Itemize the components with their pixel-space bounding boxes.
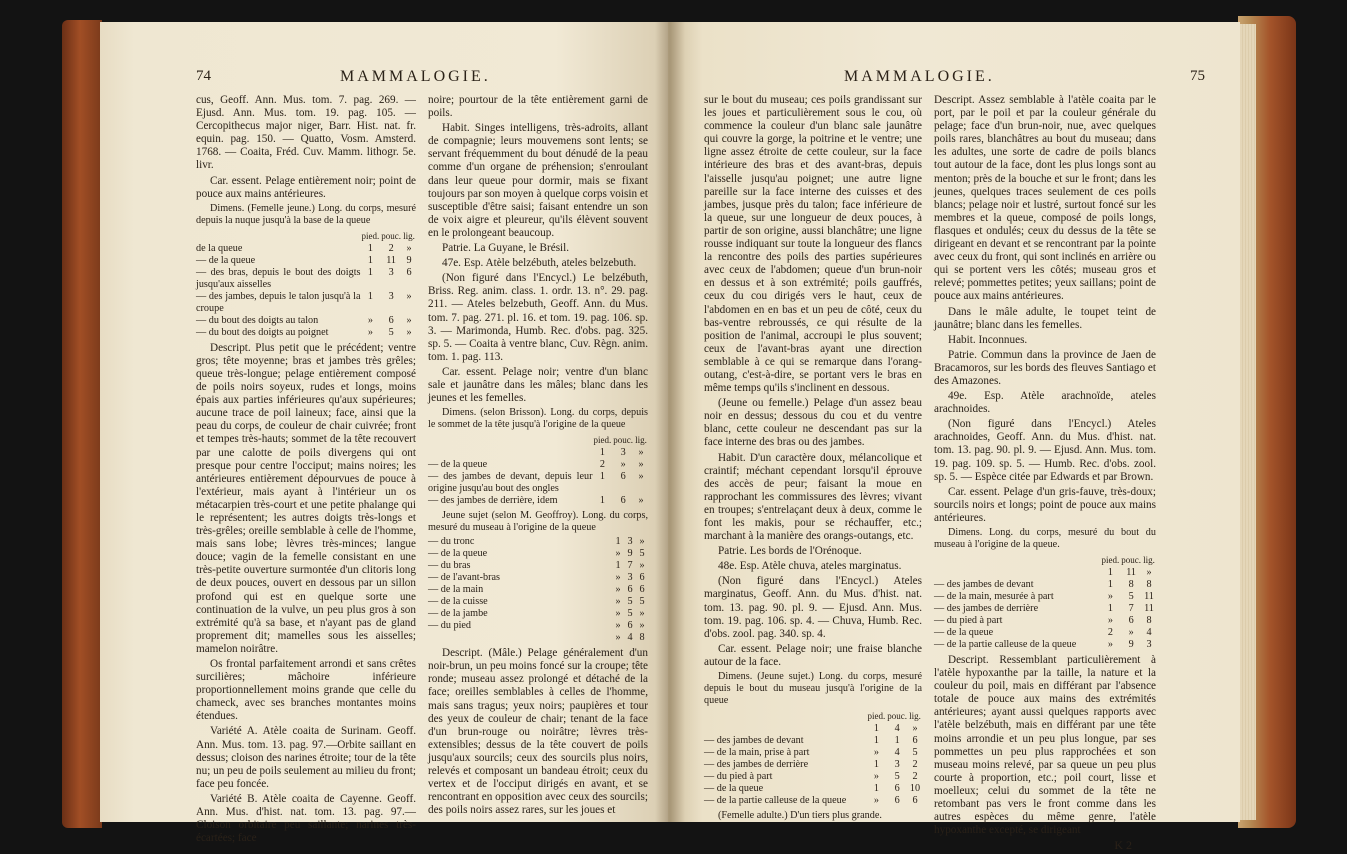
paragraph: Variété A. Atèle coaita de Surinam. Geoff. Ann. Mus. tom. 13. pag. 97.—Orbite saillant en dessus; cloison des narines étroite; tour de la tête nu; un peu de poils seulement au milieu du front; face peu foncée.: [196, 725, 416, 790]
paragraph: Descript. Plus petit que le précédent; ventre gros; tête moyenne; bras et jambes très grêles; queue très-longue; pelage entièrement composé de poils noirs soyeux, rudes et longs, moins épais aux parties inférieures qu'aux supérieures; aucune trace de poil laineux; face, ainsi que la peau du corps, de couleur de chair cuivrée; front et tempes très-hauts; sommet de la tête recouvert par une calotte de poils divergens qui ont presque pour centre l'occiput; mains noires; les antérieures entièrement dépourvues de pouce à l'extérieur, mais ayant à l'intérieur un os métacarpien très-court et une petite phalange qui le représentent; les autres doigts très-longs et très-grêles; oreille semblable à celle de l'homme, mais sans lobe; lèvres très-minces; langue douce; vagin de la femelle consistant en une très-petite ouverture surmontée d'un clitoris long de deux pouces, ouvert en dessous par un sillon profond qui est en quelque sorte une continuation de la vulve, un peu plus gros à son extrémité qu'à sa base, et n'ayant pas de gland proprement dit; mamelles sous les aisselles; mamelon noirâtre.: [196, 341, 416, 655]
species-heading: 49e. Esp. Atèle arachnoïde, ateles arachnoides.: [934, 390, 1156, 416]
table-row: — de la queue 2 » 4: [934, 627, 1152, 638]
dimensions-intro: Jeune sujet (selon M. Geoffroy). Long. du corps, mesuré du museau à l'origine de la queue: [428, 510, 648, 534]
paragraph: Dans le mâle adulte, le toupet teint de jaunâtre; blanc dans les femelles.: [934, 305, 1156, 331]
table-row: — de la main, prise à part » 4 5: [704, 747, 918, 759]
measurements-table: [428, 433, 648, 507]
paragraph: Habit. Inconnues.: [948, 333, 1028, 346]
table-header: pied. pouc. lig.: [1101, 555, 1155, 565]
table-row: — du pied à part » 5 2: [704, 771, 918, 783]
paragraph: Descript. Ressemblant particulièrement à l'atèle hypoxanthe par la taille, la nature et la couleur du poil, mais en différant par l'absence totale de pouce aux mains des extrémités antérieures; ayant aussi quelques rapports avec l'atèle belzébuth, mais en différant par une tête moins arrondie et un peu plus longue, par ses pommettes un peu plus rapprochées et son museau moins relevé, par sa queue un peu plus courte à proportion, etc.; poil court, lisse et moelleux; celui du sommet de la tête ne retombant pas vers le front comme dans les autres espèces du même genre, l'atèle hypoxanthe excepté, se dirigeant: [934, 654, 1156, 837]
paragraph: Patrie. Les bords de l'Orénoque.: [718, 545, 862, 558]
paragraph: cus, Geoff. Ann. Mus. tom. 7. pag. 269. — Ejusd. Ann. Mus. tom. 19. pag. 105. — Cercopithecus major niger, Barr. Hist. nat. fr. equin. pag. 150. — Quatto, Vosm. Amsterd. 1768. — Coaita, Fréd. Cuv. Mamm. lithogr. 5e. livr.: [196, 94, 416, 172]
right-page-column-1: [704, 94, 922, 824]
measurements-table: [704, 709, 922, 807]
table-row: — du bout des doigts au poignet » 5 »: [196, 326, 412, 338]
table-row: » 4 8: [615, 632, 645, 644]
table-row: — de la cuisse » 5 5: [428, 596, 645, 608]
table-row: — de la queue 1 6 10: [704, 783, 921, 795]
table-header: pied. pouc. lig.: [867, 711, 921, 722]
signature-mark: K 2: [1114, 838, 1132, 853]
paragraph: Os frontal parfaitement arrondi et sans crêtes surcilières; mâchoire inférieure proportionnellement moins grande que celle du chameck, avec ses branches montantes moins étendues.: [196, 658, 416, 723]
paragraph: Car. essent. Pelage noir; ventre d'un blanc sale et jaunâtre dans les mâles; blanc dans les jeunes et les femelles.: [428, 365, 648, 405]
paragraph: Patrie. La Guyane, le Brésil.: [442, 242, 570, 255]
dimensions-intro: Dimens. (Femelle jeune.) Long. du corps, mesuré depuis la nuque jusqu'à la base de la queue: [196, 202, 416, 226]
paragraph: Patrie. Commun dans la province de Jaen de Bracamoros, sur les bords des fleuves Santiago et des Amazones.: [934, 348, 1156, 387]
paragraph: (Femelle adulte.) D'un tiers plus grande.: [718, 810, 882, 822]
table-row: — de la partie calleuse de la queue » 6 6: [704, 795, 918, 807]
measurements-table: [934, 553, 1156, 651]
dimensions-intro: Dimens. (selon Brisson). Long. du corps, depuis le sommet de la tête jusqu'à l'origine de la queue: [428, 407, 648, 431]
table-row: — des jambes, depuis le talon jusqu'à la croupe 1 3 »: [196, 290, 412, 314]
paragraph: (Non figuré dans l'Encycl.) Ateles marginatus, Geoff. Ann. du Mus. d'hist. nat. tom. 13. pag. 90. pl. 9. — Ejusd. Ann. Mus. tom. 19. pag. 106. sp. 4. — Chuva, Humb. Rec. d'obs. zool. pag. 340. sp. 4.: [704, 575, 922, 640]
paragraph: Car. essent. Pelage entièrement noir; point de pouce aux mains antérieures.: [196, 174, 416, 200]
dimensions-intro: Dimens. Long. du corps, mesuré du bout du museau à l'origine de la queue.: [934, 527, 1156, 550]
table-row: — du bras 1 7 »: [428, 560, 645, 572]
species-heading: 47e. Esp. Atèle belzébuth, ateles belzebuth.: [442, 257, 637, 270]
paragraph: Car. essent. Pelage d'un gris-fauve, très-doux; sourcils noirs et longs; point de pouce aux mains antérieures.: [934, 485, 1156, 524]
left-page-column-1: [196, 94, 416, 847]
table-row: 1 3 »: [599, 447, 644, 459]
measurements-table: [196, 229, 416, 339]
table-row: — de la main, mesurée à part » 5 11: [934, 591, 1154, 602]
table-row: — des jambes de derrière 1 3 2: [704, 759, 918, 771]
right-page: [668, 22, 1240, 853]
table-row: — des jambes de devant 1 8 8: [934, 579, 1152, 590]
paragraph: (Non figuré dans l'Encycl.) Le belzébuth, Briss. Reg. anim. class. 1. ordr. 13. n°. 29. pag. 211. — Ateles belzebuth, Geoff. Ann. du Mus. tom. 7. pag. 271. pl. 16. et tom. 19. pag. 106. sp. 3. — Marimonda, Humb. Rec. d'obs. pag. 325. sp. 5. — Coaita à ventre blanc, Cuv. Règn. anim. tom. 1. pag. 113.: [428, 272, 648, 363]
table-row: — de l'avant-bras » 3 6: [428, 572, 645, 584]
right-page-column-2: [934, 94, 1156, 854]
table-row: — des jambes de devant 1 1 6: [704, 735, 918, 747]
paragraph: Habit. D'un caractère doux, mélancolique et craintif; méchant cependant lorsqu'il éprouve des accès de peur; faisant la moue en rapprochant les commissures des lèvres; vivant en troupes; s'entrelaçant deux à deux, comme le font les makis, pour se réchauffer, etc.; marchant à la manière des orangs-outangs, etc.: [704, 451, 922, 543]
table-row: — des jambes de derrière, idem 1 6 »: [428, 495, 644, 507]
table-row: — de la queue 1 11 9: [196, 254, 412, 266]
measurements-table: [428, 536, 648, 644]
table-row: — des jambes de devant, depuis leur origine jusqu'au bout des ongles 1 6 »: [428, 471, 644, 495]
table-row: — du pied » 6 »: [428, 620, 645, 632]
paragraph: Variété B. Atèle coaita de Cayenne. Geoff. Ann. Mus. d'hist. nat. tom. 13. pag. 97.—Cloison orbitaire peu saillante; narines très-écartées; face: [196, 792, 416, 845]
page-number: 74: [196, 68, 211, 84]
table-row: de la queue 1 2 »: [196, 242, 412, 254]
table-row: — du pied à part » 6 8: [934, 615, 1152, 626]
table-row: 1 4 »: [873, 723, 918, 735]
table-row: — de la partie calleuse de la queue » 9 3: [934, 639, 1152, 650]
book-gutter: [655, 22, 685, 822]
table-row: — des jambes de derrière 1 7 11: [934, 603, 1154, 614]
species-heading: 48e. Esp. Atèle chuva, ateles marginatus.: [718, 560, 902, 573]
paragraph: sur le bout du museau; ces poils grandissant sur les joues et particulièrement sous le cou, où commence la couleur d'un blanc sale jaunâtre qui couvre la gorge, la poitrine et le ventre; une ligne assez étroite de cette couleur, sur la face intérieure des bras et des avant-bras, depuis l'aisselle jusqu'au poignet; une autre ligne pareille sur la face interne des cuisses et des jambes, jusque près du talon; face inférieure de la queue, sur une longueur de deux pouces, à partir de son origine, aussi blanchâtre; une ligne rousse indiquant sur toute la longueur des flancs la rencontre des poils des parties supérieures avec ceux de l'abdomen; queue d'un brun-noir en dessus et à son extrémité; poils gauffrés, ceux du cou dirigés vers le haut, ceux de l'abdomen en en bas et un peu de côté, ceux du bas-ventre rebroussés, ce qui résulte de la position de l'animal, accroupi le plus souvent; ceux de l'avant-bras ayant une direction semblable à ce qui se remarque dans l'orang-outang, c'est-à-dire, se portant vers le bras en même temps qu'ils s'inclinent en dessous.: [704, 94, 922, 395]
paragraph: Descript. (Mâle.) Pelage généralement d'un noir-brun, un peu moins foncé sur la croupe; tête ronde; museau assez prolongé et détaché de la face; oreilles semblables à celles de l'homme, mais sans tragus; yeux noirs; paupières et tour des yeux de couleur de chair; tenant de la face d'un brun-rouge ou noirâtre; lèvres très-extensibles; dessus de la tête couvert de poils jusqu'aux sourcils; ceux des sourcils plus noirs, relevés et composant un bandeau étroit; ceux du vertex et de l'occiput dirigés en avant, et se rencontrant en opposition avec ceux des sourcils; des poils noirs assez rares, sur les joues et: [428, 647, 648, 817]
table-row: — des bras, depuis le bout des doigts jusqu'aux aisselles 1 3 6: [196, 266, 412, 290]
paragraph: Habit. Singes intelligens, très-adroits, allant de compagnie; leurs mouvemens sont lents; se servant fréquemment du bout dénudé de la peau comme d'un organe de préhension; s'enroulant dans leur queue pour dormir, mais se fixant toujours par son moyen à quelque corps voisin et susceptible d'être saisi; faisant entendre un son de voix aigre et pleureur, qu'ils élèvent souvent en le prolongeant beaucoup.: [428, 122, 648, 239]
paragraph: Descript. Assez semblable à l'atèle coaita par le port, par le poil et par la couleur générale du pelage; face d'un brun-noir, nue, avec quelques poils rares, blanchâtres au bout du museau; dans les adultes, une sorte de cadre de poils blancs tout autour de la face, dont les plus longs sont au menton; près de la bouche et sur le front; dans les jeunes, quelques traces seulement de ces poils blancs; pelage noir et lustré, surtout foncé sur les membres et la queue, composé de poils longs, flasques et ondulés; ceux du dessus de la tête se dirigeant en devant et se rencontrant par la pointe avec ceux du front, qui sont inclinés en arrière ou qui se portent vers les côtés; museau gros et relevé; pommettes petites; yeux saillans; point de pouce aux mains antérieures.: [934, 94, 1156, 303]
table-row: — du bout des doigts au talon » 6 »: [196, 314, 412, 326]
table-header: pied. pouc. lig.: [593, 435, 647, 446]
left-page-column-2: [428, 94, 648, 819]
paragraph: Car. essent. Pelage noir; une fraise blanche autour de la face.: [704, 642, 922, 668]
table-row: — de la main » 6 6: [428, 584, 645, 596]
table-row: — de la queue 2 » »: [428, 459, 644, 471]
table-row: 1 11 »: [1107, 567, 1152, 578]
page-number: 75: [1190, 68, 1205, 84]
left-page: [100, 22, 670, 845]
table-row: — de la queue » 9 5: [428, 548, 645, 560]
paragraph: (Non figuré dans l'Encycl.) Ateles arachnoides, Geoff. Ann. du Mus. d'hist. nat. tom. 13. pag. 90. pl. 9. — Ejusd. Ann. Mus. tom. 19. pag. 109. sp. 5. — Humb. Rec. d'obs. zool. sp. 5. — Espèce citée par Edwards et par Brown.: [934, 418, 1156, 483]
running-head: MAMMALOGIE.: [844, 68, 995, 85]
dimensions-intro: Dimens. (Jeune sujet.) Long. du corps, mesuré depuis le bout du museau jusqu'à l'origine de la queue: [704, 671, 922, 707]
table-row: — du tronc 1 3 »: [428, 536, 645, 548]
paragraph: (Jeune ou femelle.) Pelage d'un assez beau noir en dessus; dessous du cou et du ventre blanc, cette couleur ne descendant pas sur la face interne des bras ou des jambes.: [704, 397, 922, 449]
table-row: — de la jambe » 5 »: [428, 608, 645, 620]
paragraph: noire; pourtour de la tête entièrement garni de poils.: [428, 94, 648, 120]
left-cover-edge: [62, 20, 102, 828]
table-header: pied. pouc. lig.: [361, 230, 415, 241]
running-head: MAMMALOGIE.: [340, 68, 491, 85]
